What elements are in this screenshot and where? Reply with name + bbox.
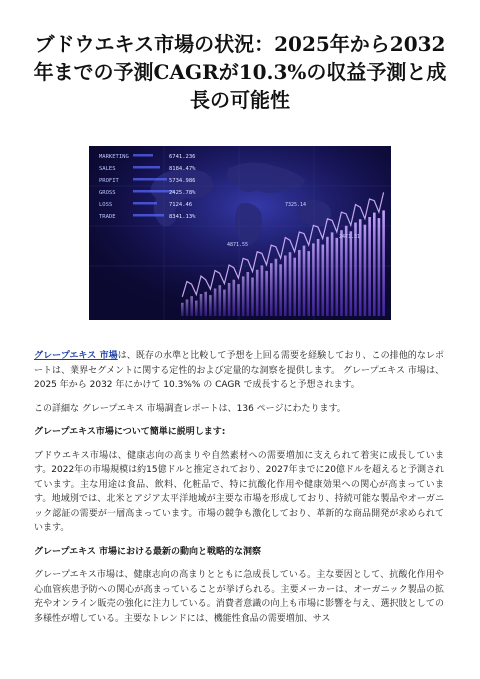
bar <box>350 231 353 316</box>
bar <box>233 280 236 316</box>
bar <box>256 270 259 316</box>
bar <box>219 285 222 316</box>
floating-value: 2471.31 <box>339 234 361 240</box>
panel-label: MARKETING <box>99 154 129 160</box>
pages-note: この詳細な グレープエキス 市場調査レポートは、136 ページにわたります。 <box>34 403 346 414</box>
bar <box>209 295 212 316</box>
bar <box>317 239 320 316</box>
bar <box>251 278 254 317</box>
bar <box>326 237 329 316</box>
panel-label: SALES <box>99 166 116 172</box>
section-body-overview: ブドウエキス市場は、健康志向の高まりや自然素材への需要増加に支えられて着実に成長しています。2022年の市場規模は約15億ドルと推定されており、2027年までに20億ドルを超えると予測されています。主な用途は食品、飲料、化粧品で、特に抗酸化作用や健康効果への関心が高まっています。地域別では、北米とアジア太平洋地域が主要な市場を形成しており、持続可能な製品やオーガニック認証の需要が一層高まっています。市場の競争も激化しており、革新的な商品開発が求められています。 <box>34 450 444 533</box>
intro-paragraph <box>34 349 444 393</box>
bar <box>336 238 339 316</box>
floating-value: 4871.55 <box>227 242 249 248</box>
panel-bar <box>133 214 164 217</box>
panel-value: 6741.236 <box>169 154 196 160</box>
bar <box>261 265 264 316</box>
hero-illustration <box>89 146 391 320</box>
panel-bar <box>133 178 167 181</box>
panel-bar <box>133 166 160 169</box>
hero-image <box>89 146 391 320</box>
panel-value: 8341.13% <box>169 214 196 220</box>
panel-label: TRADE <box>99 214 116 220</box>
intro-text: は、既存の水準と比較して予想を上回る需要を経験しており、この排他的なレポートは、業界セグメントに関する定性的および定量的な洞察を提供します。 グレープエキス 市場は、2025 年から 2032 年にかけて 10.3%% の CAGR で成長すると予想されます。 <box>34 351 444 390</box>
bar <box>223 290 226 316</box>
panel-label: LOSS <box>99 202 113 208</box>
section-heading-trends: グレープエキス 市場における最新の動向と戦略的な洞察 <box>34 546 262 557</box>
bar <box>247 272 250 316</box>
bar <box>331 232 334 316</box>
bar <box>368 217 371 316</box>
bar <box>237 284 240 316</box>
floating-value: 7325.14 <box>285 202 307 208</box>
panel-label: PROFIT <box>99 178 119 184</box>
market-link[interactable]: グレープエキス 市場 <box>34 351 118 361</box>
bar <box>382 210 385 316</box>
panel-value: 2425.78% <box>169 190 196 196</box>
page-title: ブドウエキス市場の状況：2025年から2032年までの予測CAGRが10.3%の収益予測と成長の可能性 <box>33 32 447 112</box>
bar <box>228 283 231 316</box>
article-body <box>34 349 444 635</box>
bar <box>298 250 301 316</box>
bar <box>242 276 245 316</box>
bar <box>378 218 381 316</box>
bar <box>190 296 193 316</box>
panel-value: 5734.986 <box>169 178 196 184</box>
bar <box>270 263 273 316</box>
bar <box>186 300 189 317</box>
panel-bar <box>133 154 153 157</box>
bar <box>204 292 207 316</box>
section-heading-overview: グレープエキス市場について簡単に説明します: <box>34 427 226 437</box>
bar <box>279 264 282 316</box>
section-body-trends: グレープエキス市場は、健康志向の高まりとともに急成長している。主な要因として、抗酸化作用や心血管疾患予防への関心が高まっていることが挙げられる。主要メーカーは、オーガニック製品の拡充やオンライン販売の強化に注力している。消費者意識の向上も市場に影響を与え、選択肢としての多様性が増している。主要なトレンドには、機能性食品の需要増加、サス <box>34 570 444 624</box>
bar <box>364 225 367 316</box>
panel-label: GROSS <box>99 190 116 196</box>
bar <box>303 246 306 316</box>
bar <box>322 245 325 317</box>
bar <box>284 256 287 317</box>
bar <box>307 251 310 316</box>
bar <box>312 243 315 316</box>
bar <box>181 303 184 316</box>
panel-value: 7124.46 <box>169 202 193 208</box>
bar <box>275 259 278 316</box>
bar <box>214 289 217 317</box>
bar <box>293 258 296 316</box>
bar <box>340 230 343 316</box>
panel-bar <box>133 202 157 205</box>
bar <box>265 271 268 316</box>
bar <box>195 301 198 316</box>
panel-value: 8184.47% <box>169 166 196 172</box>
panel-bar <box>133 190 174 193</box>
bar <box>289 252 292 316</box>
bar <box>373 213 376 316</box>
bar <box>200 294 203 316</box>
